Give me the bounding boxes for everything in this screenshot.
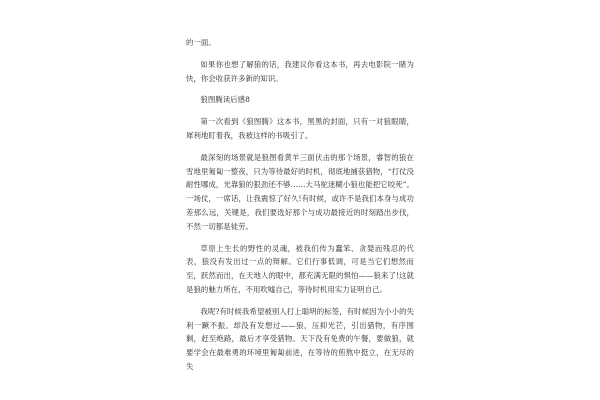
paragraph-first-impression: 第一次看到《狼图腾》这本书，黑黑的封面，只有一对狼眼睛，犀利地盯着我，我被这样的书吸引了。 (186, 117, 414, 140)
paragraph-wild-spirit: 草原上生长的野性的灵魂，被我们传为蠢笨、贪婪而残忍的代表，狼没有发出过一点的辩解。它们行事低调，可是当它们想然而至，跃然而出，在天地人的眼中，都充满无限的惧怕——狼来了!这就是狼的魅力所在，不用吹嘘自己，等待时机用实力证明自己。 (186, 243, 414, 294)
document-body (186, 36, 414, 382)
paragraph-reflection: 我呢?有时候我希望被别人打上聪明的标签，有时候因为小小的失利一蹶不振。却没有发想过——狼，压抑光芒，引出猎物，有序围剿，赶至绝路，最后才享受猎物。天下没有免费的午餐，要做狼，就要学会在最难勇的环境里匍匐前进，在等待的煎熬中挺立，在无尽的失 (186, 306, 414, 371)
paragraph-continuation: 的一面。 (186, 38, 216, 47)
section-heading: 狼图腾读后感8 (200, 95, 250, 105)
paragraph-deepest-scene: 最深刻的场景就是狼图看黄羊三面伏击的那个场景，睿智的狼在雪地里匍匐一整夜，只为等待最好的时机，彻底地捕获猎物，“打仗没耐性哪成，光靠狼的狠劲还不够……大马驼迷糊小狼也能把它咬死”。一场仗，一席话，让我震惊了好久!有时候，或许不是我们本身与成功差那么远，关键是，我们要选好那个与成功最接近的时刻踏出步伐，不然一切都是徒劳。 (186, 152, 414, 231)
paragraph-recommendation: 如果你也想了解狼的话，我建议你看这本书，再去电影院一睹为快，你会收获许多新的知识。 (186, 59, 414, 83)
